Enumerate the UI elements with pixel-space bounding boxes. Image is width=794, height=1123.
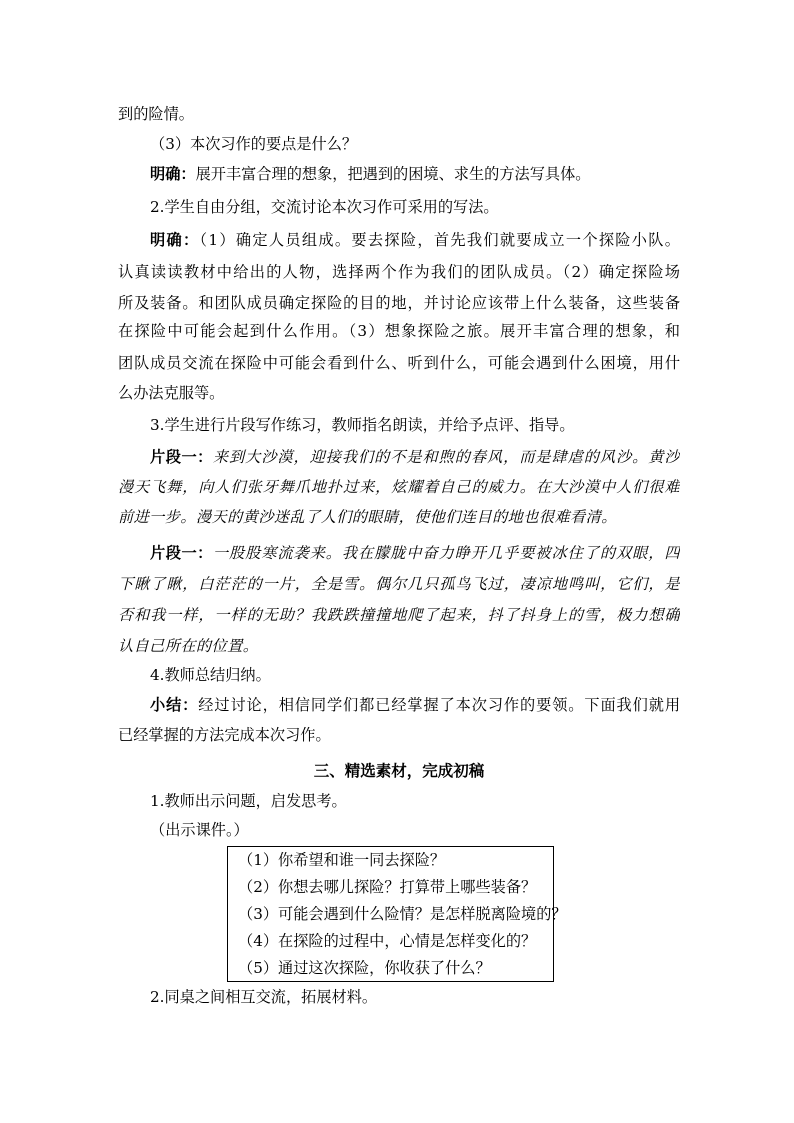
answer-label: 明确： <box>150 231 200 249</box>
question-box <box>227 846 567 982</box>
step-4: 4.教师总结归纳。 <box>150 666 271 684</box>
text-line: 在探险中可能会起到什么作用。（3）想象探险之旅。展开丰富合理的想象，和 <box>118 322 680 340</box>
text-line: 么办法克服等。 <box>118 384 225 402</box>
text-line: 认真读读教材中给出的人物，选择两个作为我们的团队成员。（2）确定探险场 <box>118 263 680 281</box>
step-2: 2.学生自由分组，交流讨论本次习作可采用的写法。 <box>150 198 499 216</box>
excerpt-text: 来到大沙漠，迎接我们的不是和煦的春风，而是肆虐的风沙。黄沙 <box>212 448 680 466</box>
answer-paragraph-2 <box>150 225 680 255</box>
question-item: （5）通过这次探险，你收获了什么？ <box>238 959 491 977</box>
excerpt-text: 一股股寒流袭来。我在朦胧中奋力睁开几乎要被冰住了的双眼，四 <box>212 544 680 562</box>
answer-text: 展开丰富合理的想象，把遇到的困境、求生的方法写具体。 <box>195 165 591 183</box>
step-2-exchange: 2.同桌之间相互交流，拓展材料。 <box>150 988 378 1006</box>
section-heading: 三、精选素材，完成初稿 <box>313 761 485 780</box>
summary <box>150 690 680 720</box>
text-line: 团队成员交流在探险中可能会看到什么、听到什么，可能会遇到什么困境，用什 <box>118 354 680 372</box>
question-3: （3）本次习作的要点是什么？ <box>150 135 358 153</box>
question-item: （4）在探险的过程中，心情是怎样变化的？ <box>238 932 537 950</box>
excerpt-label: 片段一： <box>150 544 213 562</box>
answer-label: 明确： <box>150 165 196 183</box>
excerpt-label: 片段一： <box>150 448 213 466</box>
step-1: 1.教师出示问题，启发思考。 <box>150 792 347 810</box>
excerpt-1 <box>150 442 680 472</box>
question-item: （3）可能会遇到什么险情？是怎样脱离险境的？ <box>238 905 567 923</box>
excerpt-line: 认自己所在的位置。 <box>118 637 259 655</box>
question-item: （1）你希望和谁一同去探险？ <box>238 851 446 869</box>
summary-label: 小结： <box>150 696 199 714</box>
excerpt-2 <box>150 538 680 568</box>
excerpt-line: 漫天飞舞，向人们张牙舞爪地扑过来，炫耀着自己的威力。在大沙漠中人们很难 <box>118 478 680 496</box>
step-3: 3.学生进行片段写作练习，教师指名朗读，并给予点评、指导。 <box>150 416 575 434</box>
summary-text: 经过讨论，相信同学们都已经掌握了本次习作的要领。下面我们就用 <box>198 696 680 714</box>
answer-paragraph-1 <box>150 159 680 189</box>
text-line: 所及装备。和团队成员确定探险的目的地，并讨论应该带上什么装备，这些装备 <box>118 294 680 312</box>
excerpt-line: 前进一步。漫天的黄沙迷乱了人们的眼睛，使他们连目的地也很难看清。 <box>118 508 617 526</box>
excerpt-line: 否和我一样，一样的无助？我跌跌撞撞地爬了起来，抖了抖身上的雪，极力想确 <box>118 606 680 624</box>
excerpt-line: 下瞅了瞅，白茫茫的一片，全是雪。偶尔几只孤鸟飞过，凄凉地鸣叫，它们，是 <box>118 575 680 593</box>
answer-text: （1）确定人员组成。要去探险，首先我们就要成立一个探险小队。 <box>199 231 680 249</box>
question-item: （2）你想去哪儿探险？打算带上哪些装备？ <box>238 878 537 896</box>
courseware-note: （出示课件。） <box>150 821 249 839</box>
text-line: 已经掌握的方法完成本次习作。 <box>118 726 331 744</box>
text-line: 到的险情。 <box>118 105 194 123</box>
